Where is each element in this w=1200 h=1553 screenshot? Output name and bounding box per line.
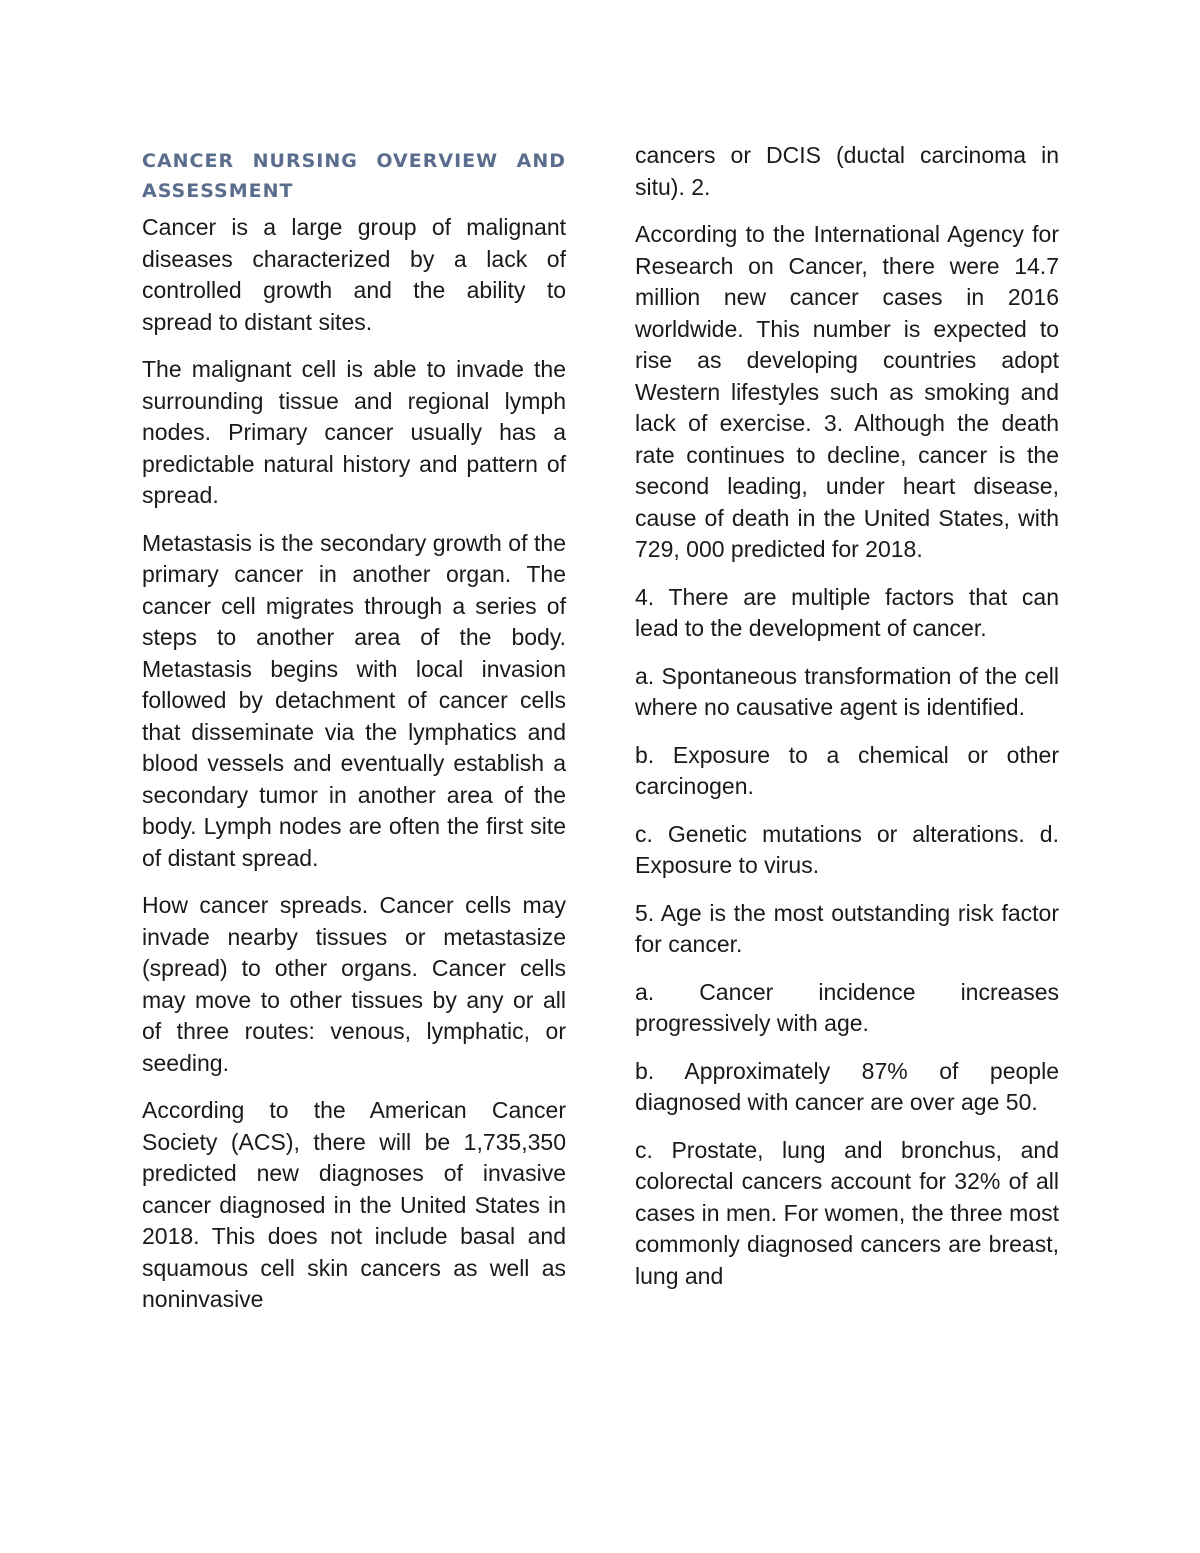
paragraph: a. Cancer incidence increases progressively with age. bbox=[635, 978, 1059, 1036]
document-title: CANCER NURSING OVERVIEW AND ASSESSMENT bbox=[142, 150, 566, 202]
paragraph: c. Genetic mutations or alterations. d. Exposure to virus. bbox=[635, 820, 1059, 878]
paragraph: c. Prostate, lung and bronchus, and colorectal cancers account for 32% of all cases in men. For women, the three most commonly diagnosed cancers are breast, lung and bbox=[635, 1136, 1059, 1289]
paragraph: Metastasis is the secondary growth of the primary cancer in another organ. The cancer cell migrates through a series of steps to another area of the body. Metastasis begins with local invasion followed by detachment of cancer cells that disseminate via the lymphatics and blood vessels and eventually establish a secondary tumor in another area of the body. Lymph nodes are often the first site of distant spread. bbox=[142, 529, 566, 871]
left-column bbox=[142, 140, 566, 1332]
paragraph: How cancer spreads. Cancer cells may invade nearby tissues or metastasize (spread) to other organs. Cancer cells may move to other tissues by any or all of three routes: venous, lymphatic, or seeding. bbox=[142, 892, 566, 1076]
paragraph: 5. Age is the most outstanding risk factor for cancer. bbox=[635, 899, 1059, 957]
right-column bbox=[635, 140, 1059, 1308]
paragraph: 4. There are multiple factors that can lead to the development of cancer. bbox=[635, 583, 1059, 641]
paragraph: b. Approximately 87% of people diagnosed with cancer are over age 50. bbox=[635, 1057, 1059, 1115]
paragraph: cancers or DCIS (ductal carcinoma in situ). 2. bbox=[635, 142, 1059, 200]
paragraph: Cancer is a large group of malignant diseases characterized by a lack of controlled growth and the ability to spread to distant sites. bbox=[142, 214, 566, 335]
paragraph: According to the American Cancer Society (ACS), there will be 1,735,350 predicted new diagnoses of invasive cancer diagnosed in the United States in 2018. This does not include basal and squamous cell skin cancers as well as noninvasive bbox=[142, 1097, 566, 1312]
paragraph: a. Spontaneous transformation of the cell where no causative agent is identified. bbox=[635, 662, 1059, 720]
paragraph: The malignant cell is able to invade the surrounding tissue and regional lymph nodes. Primary cancer usually has a predictable natural history and pattern of spread. bbox=[142, 356, 566, 508]
paragraph: According to the International Agency for Research on Cancer, there were 14.7 million new cancer cases in 2016 worldwide. This number is expected to rise as developing countries adopt Western lifestyles such as smoking and lack of exercise. 3. Although the death rate continues to decline, cancer is the second leading, under heart disease, cause of death in the United States, with 729, 000 predicted for 2018. bbox=[635, 221, 1059, 562]
paragraph: b. Exposure to a chemical or other carcinogen. bbox=[635, 741, 1059, 799]
